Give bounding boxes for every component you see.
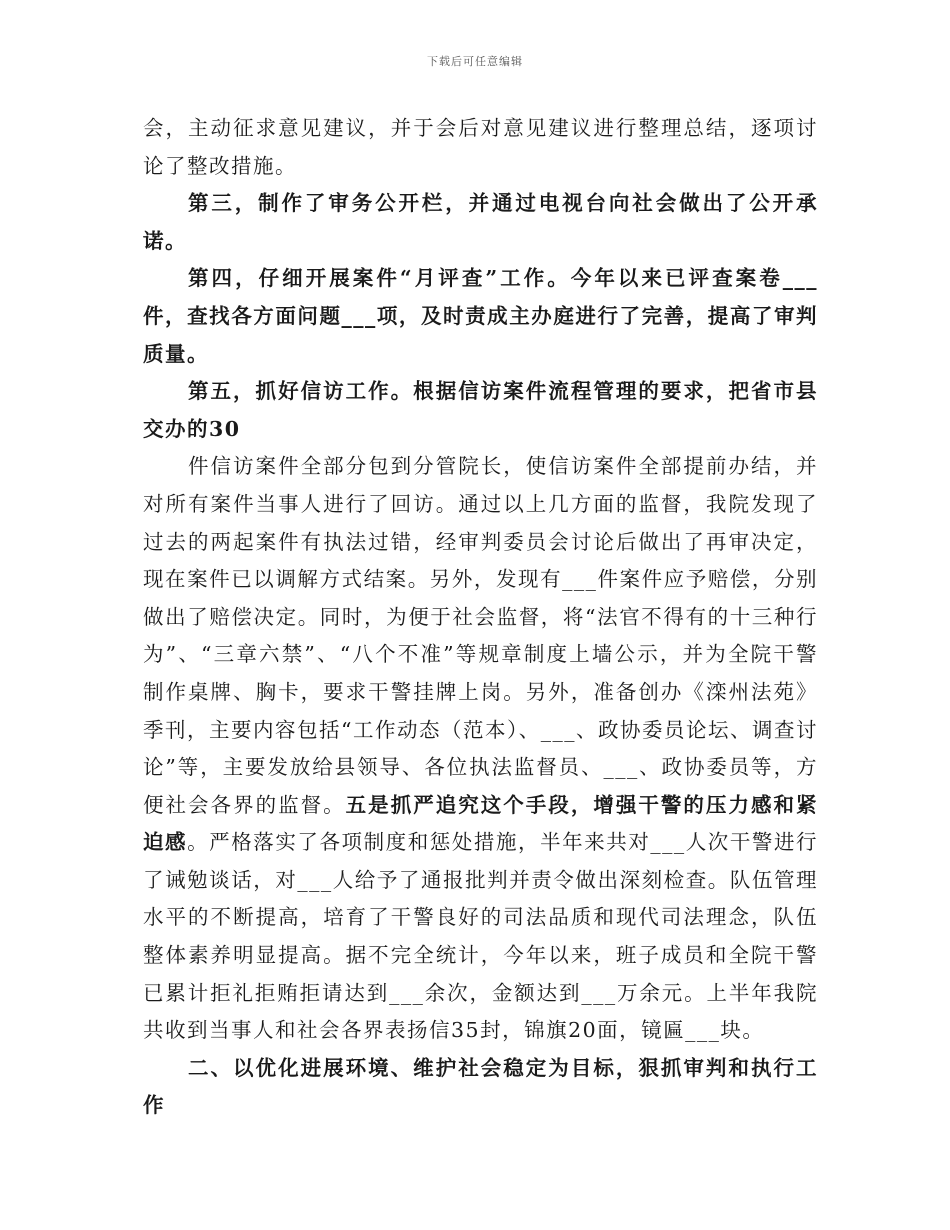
paragraph-continuation: 会，主动征求意见建议，并于会后对意见建议进行整理总结，逐项讨论了整改措施。 bbox=[143, 116, 818, 178]
paragraph-fifth-point: 第五，抓好信访工作。根据信访案件流程管理的要求，把省市县交办的30 bbox=[143, 379, 818, 441]
paragraph-petition-details bbox=[143, 448, 818, 1050]
document-body bbox=[143, 110, 818, 1125]
paragraph-petition-text: 件信访案件全部分包到分管院长，使信访案件全部提前办结，并对所有案件当事人进行了回访。通过以上几方面的监督，我院发现了过去的两起案件有执法过错，经审判委员会讨论后做出了再审决定，现在案件已以调解方式结案。另外，发现有___件案件应予赔偿，分别做出了赔偿决定。同时，为便于社会监督，将“法官不得有的十三种行为”、“三章六禁”、“八个不准”等规章制度上墙公示，并为全院干警制作桌牌、胸卡，要求干警挂牌上岗。另外，准备创办《滦州法苑》季刊，主要内容包括“工作动态（范本）、___、政协委员论坛、调查讨论”等，主要发放给县领导、各位执法监督员、___、政协委员等，方便社会各界的监督。 bbox=[143, 454, 818, 817]
page-header: 下载后可任意编辑 bbox=[427, 55, 523, 68]
paragraph-accountability-heading: 五是抓严追究这个手段，增强干警的压力感和紧迫感 bbox=[143, 792, 818, 855]
paragraph-third-point: 第三，制作了审务公开栏，并通过电视台向社会做出了公开承诺。 bbox=[143, 191, 818, 253]
paragraph-accountability-text: 。严格落实了各项制度和惩处措施，半年来共对___人次干警进行了诫勉谈话，对___人给予了通报批判并责令做出深刻检查。队伍管理水平的不断提高，培育了干警良好的司法品质和现代司法理念，队伍整体素养明显提高。据不完全统计，今年以来，班子成员和全院干警已累计拒礼拒贿拒请达到___余次，金额达到___万余元。上半年我院共收到当事人和社会各界表扬信35封，锦旗20面，镜匾___块。 bbox=[143, 830, 819, 1043]
paragraph-fourth-point: 第四，仔细开展案件“月评查”工作。今年以来已评查案卷___件，查找各方面问题___项，及时责成主办庭进行了完善，提高了审判质量。 bbox=[143, 266, 818, 366]
section-heading-two: 二、以优化进展环境、维护社会稳定为目标，狠抓审判和执行工作 bbox=[143, 1055, 818, 1118]
